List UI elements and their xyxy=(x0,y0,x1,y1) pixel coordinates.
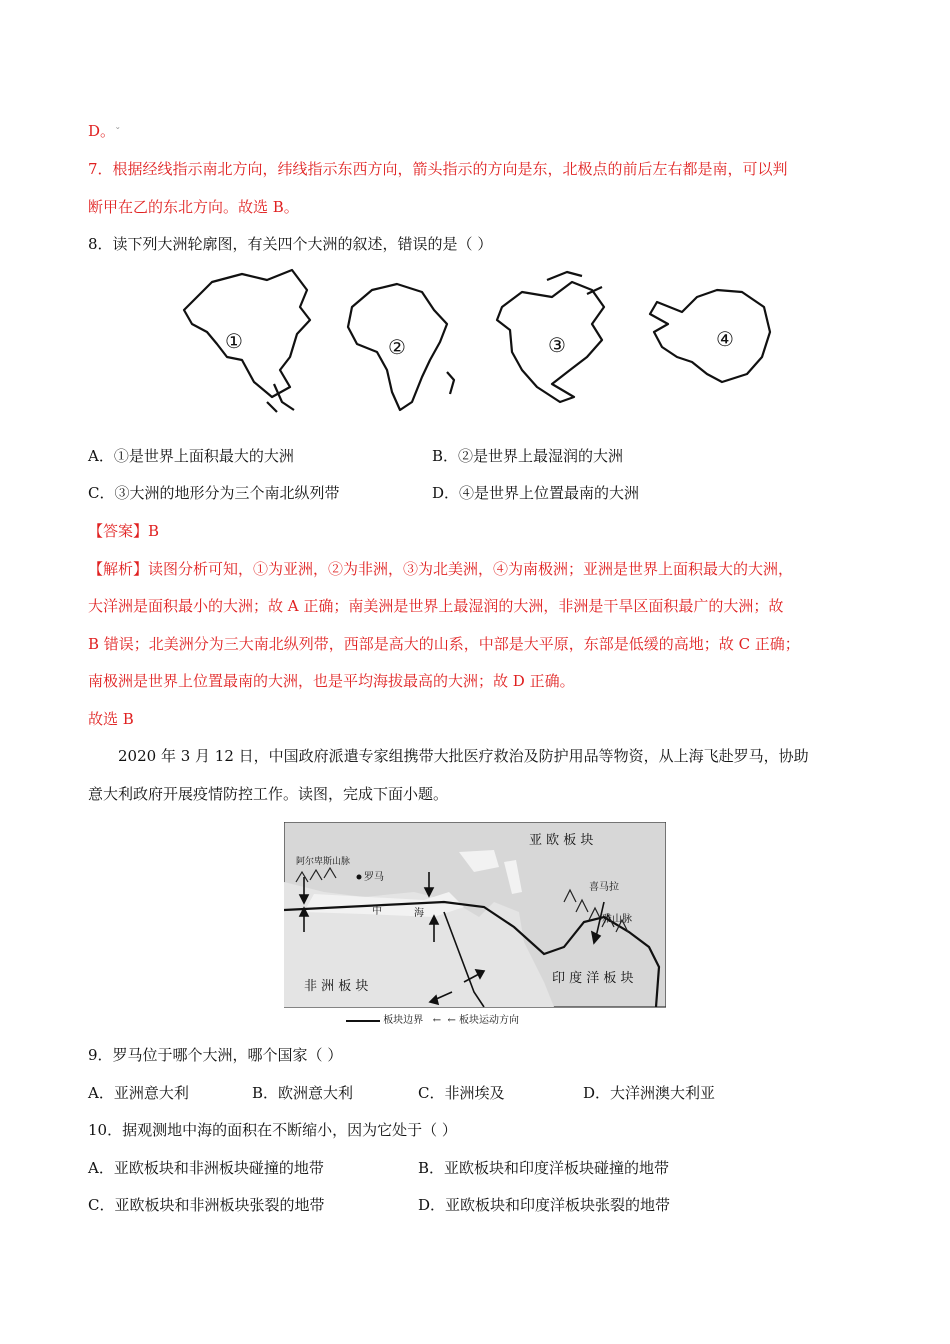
answer-d-line: D。ˇ xyxy=(88,122,121,140)
indian-plate-label: 印 度 洋 板 块 xyxy=(552,971,634,986)
map-label-1: ① xyxy=(225,329,243,353)
sea-label-1: 中 xyxy=(372,906,382,917)
rome-dot xyxy=(357,875,362,880)
q7-explanation-line1: 7．根据经线指示南北方向，纬线指示东西方向，箭头指示的方向是东，北极点的前后左右都是南，可以判 xyxy=(88,160,788,178)
q7-explanation-line2: 断甲在乙的东北方向。故选 B。 xyxy=(88,198,299,216)
q8-option-c: C．③大洲的地形分为三个南北纵列带 xyxy=(88,484,340,502)
choose-b: 故选 B xyxy=(88,710,134,728)
q10-option-c: C．亚欧板块和非洲板块张裂的地带 xyxy=(88,1196,325,1214)
q10-option-a: A．亚欧板块和非洲板块碰撞的地带 xyxy=(88,1159,324,1177)
africa-plate-label: 非 洲 板 块 xyxy=(304,979,369,994)
sea-label-2: 海 xyxy=(414,908,424,919)
intro-line1: 2020 年 3 月 12 日，中国政府派遣专家组携带大批医疗救治及防护用品等物资，从上海飞赴罗马，协助 xyxy=(118,747,809,765)
eurasia-plate-label: 亚 欧 板 块 xyxy=(529,833,594,848)
intro-line2: 意大利政府开展疫情防控工作。读图，完成下面小题。 xyxy=(88,785,449,803)
answer-label: 【答案】B xyxy=(88,522,160,540)
legend-boundary-line xyxy=(346,1020,380,1022)
explanation-line4: 南极洲是世界上位置最南的大洲，也是平均海拔最高的大洲；故 D 正确。 xyxy=(88,672,575,690)
explanation-line3: B 错误；北美洲分为三大南北纵列带，西部是高大的山系，中部是大平原，东部是低缓的高地；故 C 正确； xyxy=(88,635,800,653)
q9-option-a: A．亚洲意大利 xyxy=(88,1084,189,1102)
himalaya-label-2: 雅山脉 xyxy=(602,914,632,925)
question-10: 10．据观测地中海的面积在不断缩小，因为它处于（ ） xyxy=(88,1121,457,1139)
asia-outline xyxy=(184,270,310,397)
q10-option-b: B．亚欧板块和印度洋板块碰撞的地带 xyxy=(418,1159,670,1177)
q9-option-d: D．大洋洲澳大利亚 xyxy=(583,1084,716,1102)
legend-motion-label: 板块运动方向 xyxy=(459,1015,520,1026)
q9-option-c: C．非洲埃及 xyxy=(418,1084,505,1102)
continent-outline-map xyxy=(172,262,772,422)
map-label-3: ③ xyxy=(548,333,566,357)
q8-option-a: A．①是世界上面积最大的大洲 xyxy=(88,447,294,465)
legend-boundary-label: 板块边界 xyxy=(383,1015,424,1026)
explanation-line2: 大洋洲是面积最小的大洲；故 A 正确；南美洲是世界上最湿润的大洲，非洲是干旱区面积最广的大洲；故 xyxy=(88,597,784,615)
question-9: 9．罗马位于哪个大洲，哪个国家（ ） xyxy=(88,1046,343,1064)
rome-label: 罗马 xyxy=(364,872,384,883)
antarctica-outline xyxy=(650,290,770,382)
map-label-2: ② xyxy=(388,335,406,359)
legend-arrow-icon: ← ← xyxy=(432,1015,456,1026)
map-label-4: ④ xyxy=(716,327,734,351)
explanation-line1: 【解析】读图分析可知，①为亚洲，②为非洲，③为北美洲，④为南极洲；亚洲是世界上面积最大的大洲， xyxy=(88,560,794,578)
plate-map-legend xyxy=(346,1011,519,1026)
q10-option-d: D．亚欧板块和印度洋板块张裂的地带 xyxy=(418,1196,671,1214)
q8-option-b: B．②是世界上最湿润的大洲 xyxy=(432,447,624,465)
alps-label: 阿尔卑斯山脉 xyxy=(296,857,351,867)
question-8: 8．读下列大洲轮廓图，有关四个大洲的叙述，错误的是（ ） xyxy=(88,235,493,253)
plate-boundary-map xyxy=(284,822,666,1027)
q8-option-d: D．④是世界上位置最南的大洲 xyxy=(432,484,640,502)
himalaya-label-1: 喜马拉 xyxy=(589,882,619,893)
madagascar-outline xyxy=(447,372,454,394)
q9-option-b: B．欧洲意大利 xyxy=(252,1084,354,1102)
